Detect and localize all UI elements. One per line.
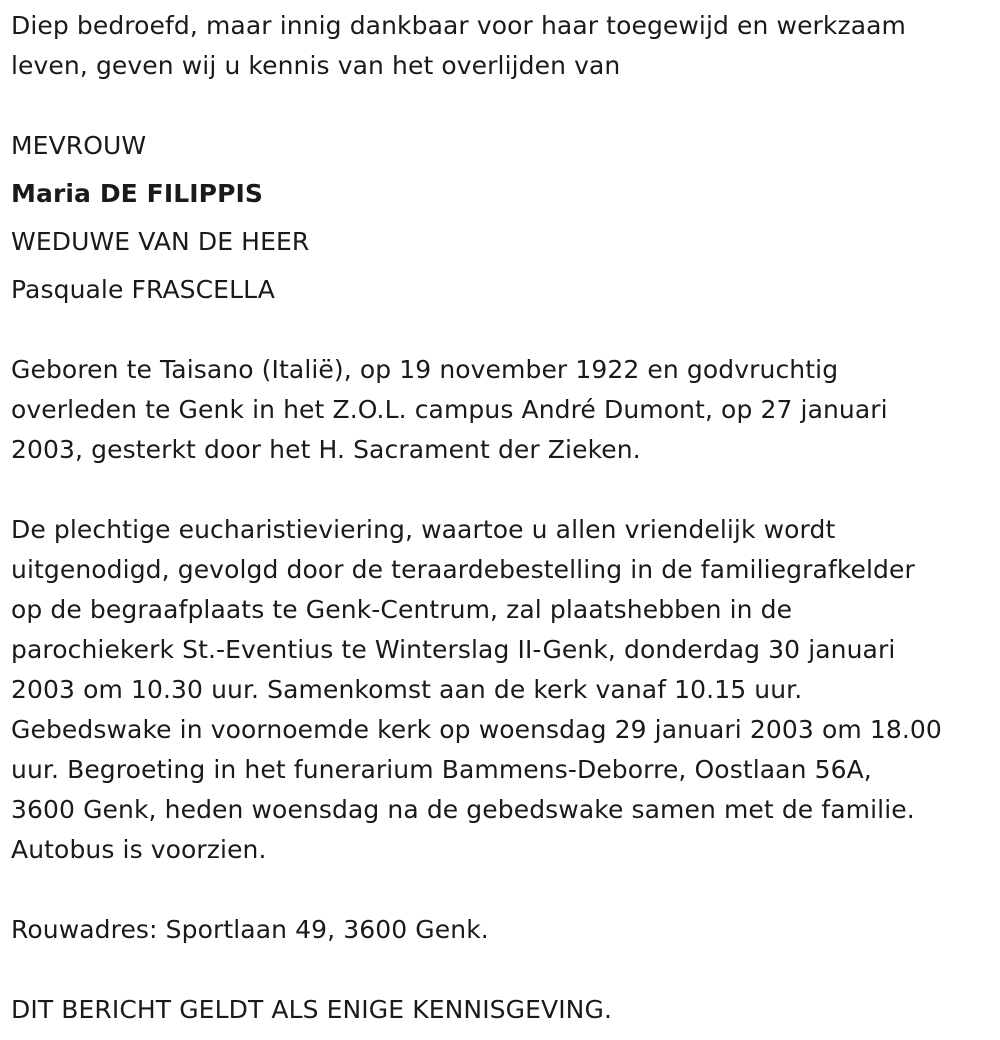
notice-line: DIT BERICHT GELDT ALS ENIGE KENNISGEVING. [11, 995, 612, 1024]
intro-line: leven, geven wij u kennis van het overlijden van [11, 51, 621, 80]
ceremony-line: 3600 Genk, heden woensdag na de gebedswake samen met de familie. [11, 795, 915, 824]
spouse-name: Pasquale FRASCELLA [11, 275, 275, 304]
deceased-relation: WEDUWE VAN DE HEER [11, 227, 310, 256]
ceremony-line: Autobus is voorzien. [11, 835, 267, 864]
birth-death-line: overleden te Genk in het Z.O.L. campus André Dumont, op 27 januari [11, 395, 888, 424]
ceremony-line: 2003 om 10.30 uur. Samenkomst aan de kerk vanaf 10.15 uur. [11, 675, 803, 704]
ceremony-line: uur. Begroeting in het funerarium Bammens-Deborre, Oostlaan 56A, [11, 755, 872, 784]
ceremony-line: parochiekerk St.-Eventius te Winterslag II-Genk, donderdag 30 januari [11, 635, 896, 664]
mourning-address: Rouwadres: Sportlaan 49, 3600 Genk. [11, 915, 489, 944]
deceased-name: Maria DE FILIPPIS [11, 179, 264, 208]
deceased-title: MEVROUW [11, 131, 147, 160]
ceremony-line: op de begraafplaats te Genk-Centrum, zal plaatshebben in de [11, 595, 793, 624]
birth-death-line: Geboren te Taisano (Italië), op 19 november 1922 en godvruchtig [11, 355, 839, 384]
birth-death-line: 2003, gesterkt door het H. Sacrament der Zieken. [11, 435, 641, 464]
ceremony-line: Gebedswake in voornoemde kerk op woensdag 29 januari 2003 om 18.00 [11, 715, 942, 744]
intro-line: Diep bedroefd, maar innig dankbaar voor haar toegewijd en werkzaam [11, 11, 907, 40]
ceremony-line: uitgenodigd, gevolgd door de teraardebestelling in de familiegrafkelder [11, 555, 915, 584]
ceremony-line: De plechtige eucharistieviering, waartoe u allen vriendelijk wordt [11, 515, 836, 544]
